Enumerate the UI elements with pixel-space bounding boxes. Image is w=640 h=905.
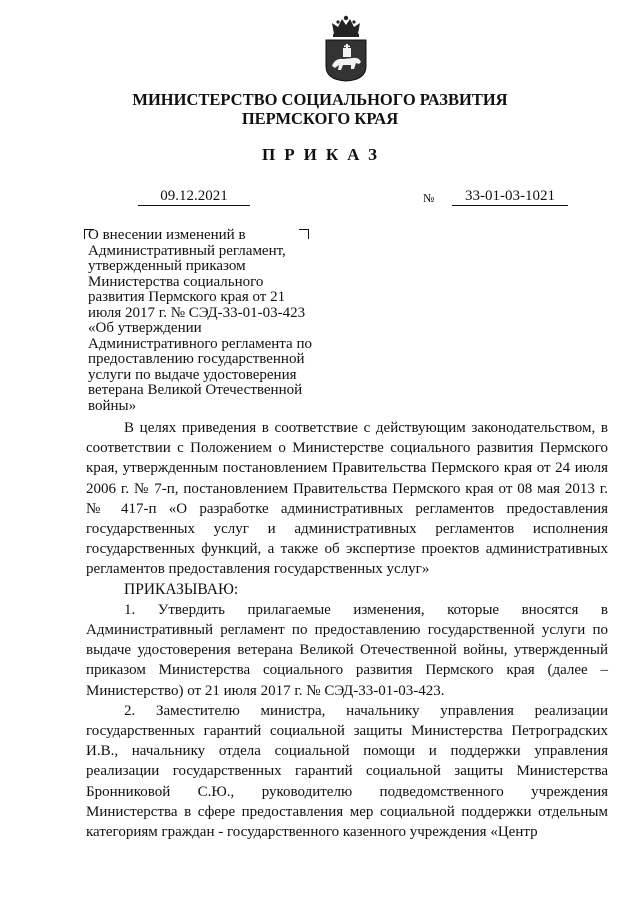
document-type-title: ПРИКАЗ [262,145,386,164]
item-2-paragraph: 2. Заместителю министра, начальнику управления реализации государственных гарантий социальной защиты Министерства Петроградских И.В., начальнику отдела социальной помощи и поддержки управления реализации государственных гарантий социальной защиты Министерства Бронниковой С.Ю., руководителю подведомственного учреждения Министерства в сфере предоставления мер социальной поддержки отдельным категориям граждан - государственного казенного учреждения «Центр [86,702,608,841]
order-body [86,418,608,842]
order-date: 09.12.2021 [138,188,250,206]
preamble-paragraph: В целях приведения в соответствие с действующим законодательством, в соответствии с Положением о Министерстве социального развития Пермского края, утвержденным постановлением Правительства Пермского края от 24 июля 2006 г. № 7-п, постановлением Правительства Пермского края от 08 мая 2013 г. № 417-п «О разработке административных регламентов предоставления государственных услуг и административных регламентов исполнения государственных функций, а также об экспертизе проектов административных регламентов предоставления государственных услуг» [86,420,608,578]
ministry-name-line2: ПЕРМСКОГО КРАЯ [241,109,399,128]
command-heading: ПРИКАЗЫВАЮ: [124,580,239,598]
coat-of-arms-emblem [323,14,369,82]
order-number: 33-01-03-1021 [452,188,568,206]
order-subject: О внесении изменений в Административный регламент, утвержденный приказом Министерства социального развития Пермского края от 21 июля 2017 г. № СЭД-33-01-03-423 «Об утверждении Административного регламента по предоставлению государственной услуги по выдаче удостоверения ветерана Великой Отечественной войны» [88,227,312,414]
number-sign: № [423,191,435,205]
ministry-name [0,90,640,128]
ministry-name-line1: МИНИСТЕРСТВО СОЦИАЛЬНОГО РАЗВИТИЯ [132,90,508,109]
item-1-paragraph: 1. Утвердить прилагаемые изменения, которые вносятся в Административный регламент по предоставлению государственной услуги по выдаче удостоверения ветерана Великой Отечественной войны, утвержденный приказом Министерства социального развития Пермского края (далее – Министерство) от 21 июля 2017 г. № СЭД-33-01-03-423. [86,601,608,699]
